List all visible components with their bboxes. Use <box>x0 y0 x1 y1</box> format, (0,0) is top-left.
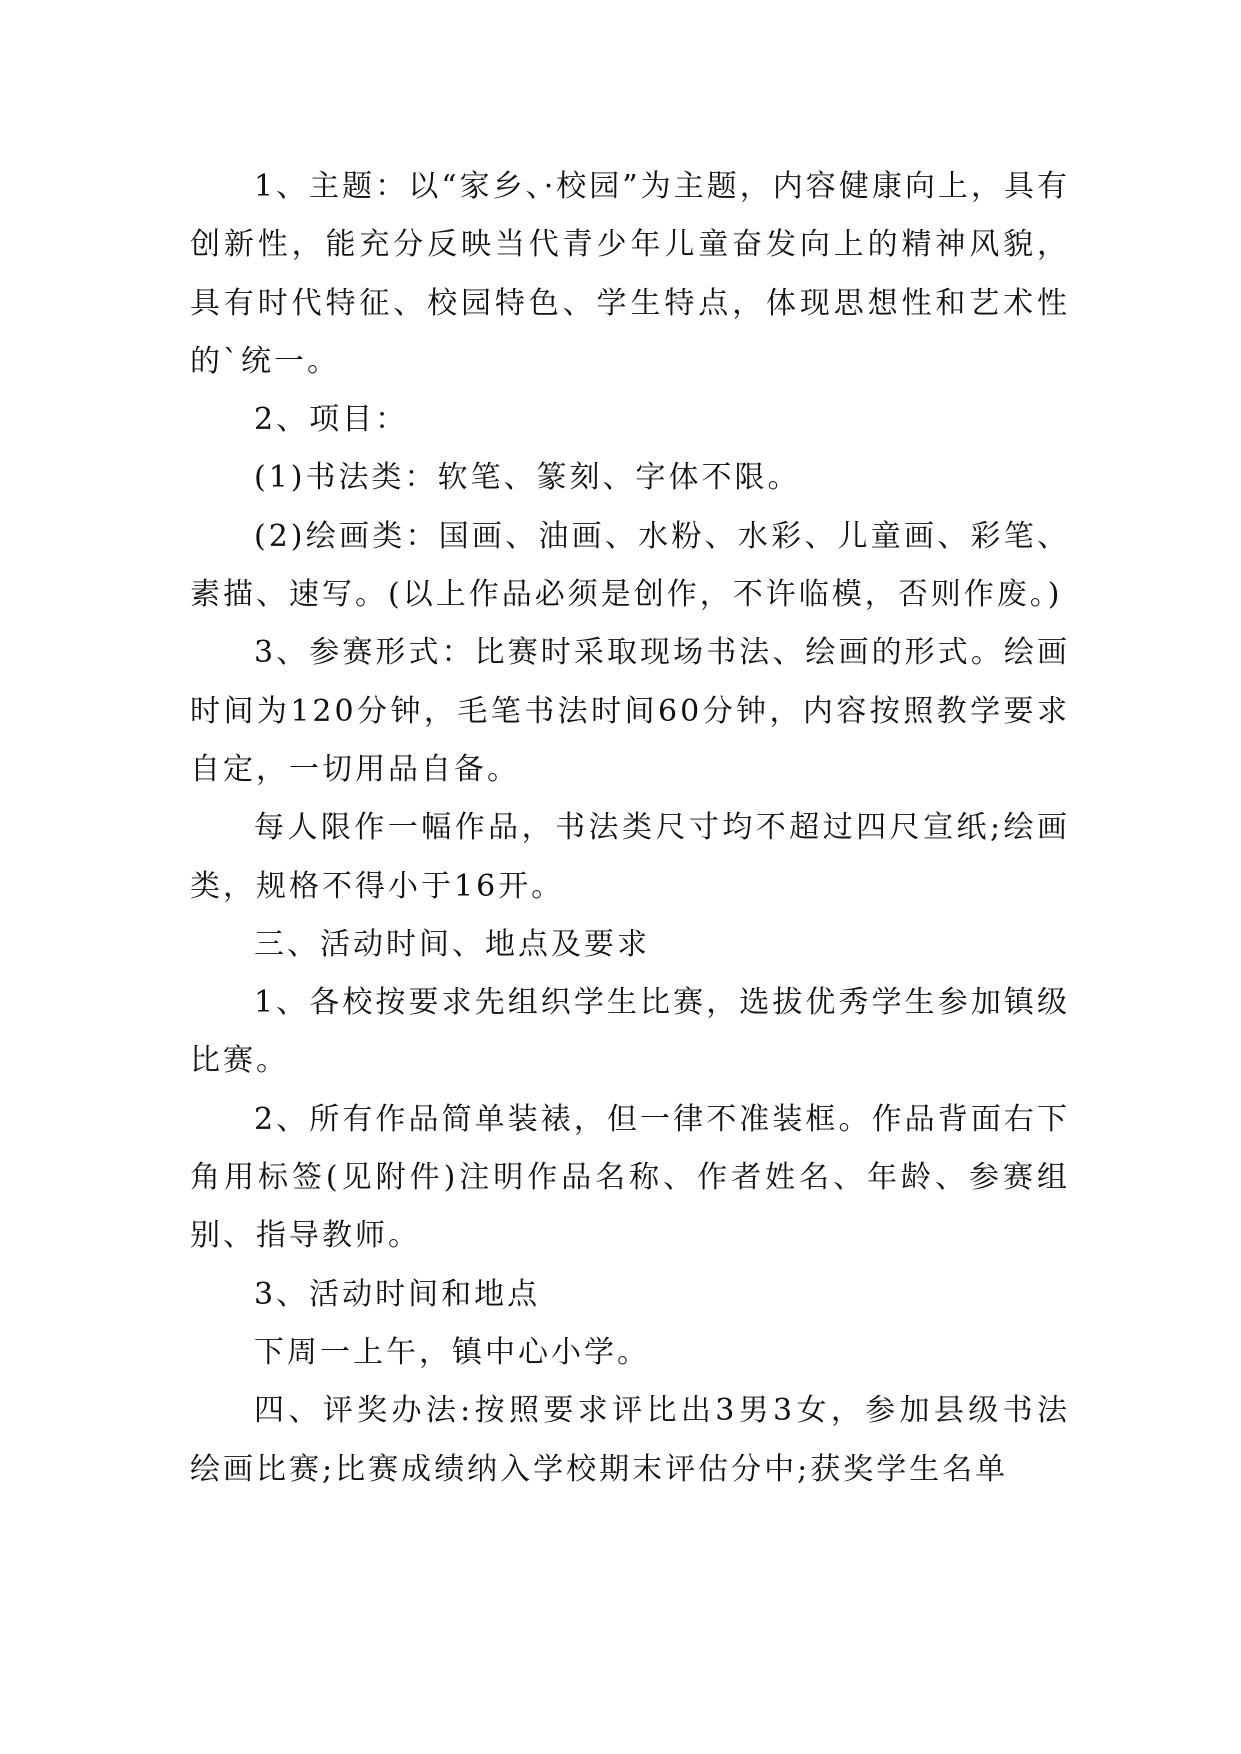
paragraph-mounting: 2、所有作品简单装裱，但一律不准装框。作品背面右下角用标签(见附件)注明作品名称、作者姓名、年龄、参赛组别、指导教师。 <box>190 1101 1070 1254</box>
paragraph-awards: 四、评奖办法:按照要求评比出3男3女，参加县级书法绘画比赛;比赛成绩纳入学校期末评估分中;获奖学生名单 <box>190 1393 1070 1487</box>
paragraph-format: 3、参赛形式：比赛时采取现场书法、绘画的形式。绘画时间为120分钟，毛笔书法时间60分钟，内容按照教学要求自定，一切用品自备。 <box>190 635 1070 787</box>
paragraph-calligraphy: (1)书法类：软笔、篆刻、字体不限。 <box>254 460 801 496</box>
document-body <box>190 158 1070 1499</box>
paragraph-theme: 1、主题：以“家乡、·校园”为主题，内容健康向上，具有创新性，能充分反映当代青少年儿童奋发向上的精神风貌，具有时代特征、校园特色、学生特点，体现思想性和艺术性的`统一。 <box>190 169 1070 379</box>
paragraph-size-limit: 每人限作一幅作品，书法类尺寸均不超过四尺宣纸;绘画类，规格不得小于16开。 <box>190 810 1070 904</box>
section-heading-time-place: 三、活动时间、地点及要求 <box>254 926 650 962</box>
paragraph-time-place: 下周一上午，镇中心小学。 <box>254 1334 650 1370</box>
paragraph-school-selection: 1、各校按要求先组织学生比赛，选拔优秀学生参加镇级比赛。 <box>190 985 1070 1079</box>
paragraph-painting: (2)绘画类：国画、油画、水粉、水彩、儿童画、彩笔、素描、速写。(以上作品必须是创作，不许临模，否则作废。) <box>190 518 1070 613</box>
paragraph-items-heading: 2、项目： <box>254 402 409 438</box>
paragraph-time-place-heading: 3、活动时间和地点 <box>254 1276 541 1312</box>
